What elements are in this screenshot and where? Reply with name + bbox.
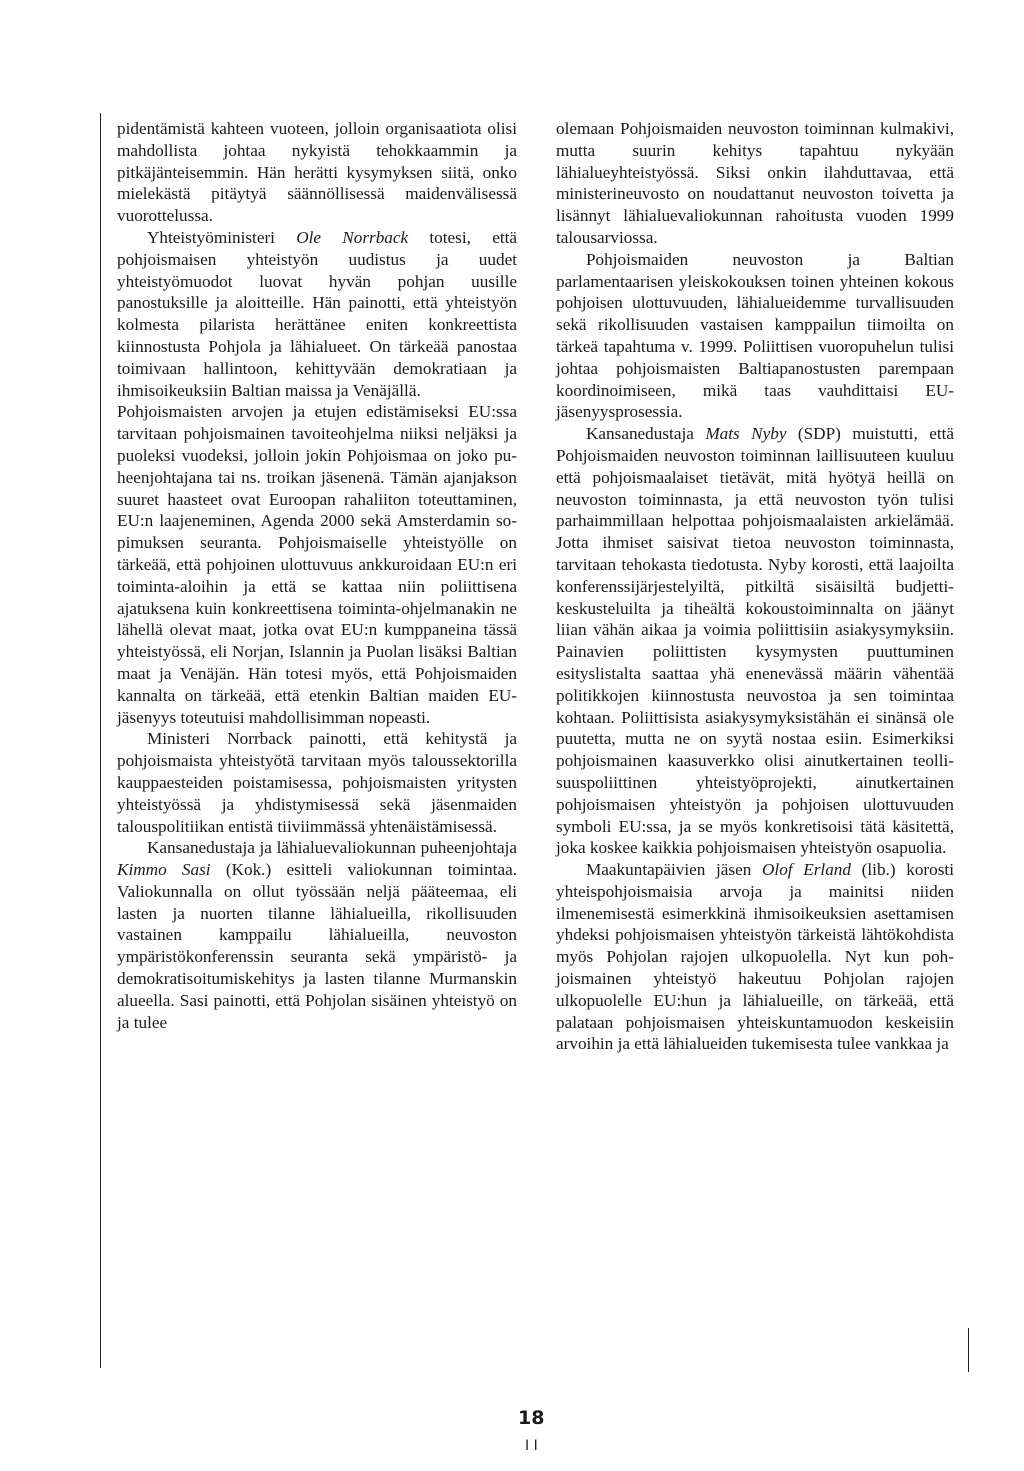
paragraph: [117, 837, 517, 1033]
text-run: Kansanedustaja: [586, 424, 706, 444]
paragraph: [556, 118, 954, 249]
left-text-column: [117, 118, 517, 1033]
right-text-column: [556, 118, 954, 1055]
text-run: (lib.) korosti yhteispohjoismaisia arvoja ja mainitsi niiden ilmenemisestä esimerkkinä ihmisoikeuksien asettamisen yhdeksi pohjoismaisen yhteistyön tärkeistä lähtökohdista myös Pohjolan rajojen ulkopuolella. Nyt kun pohjoismainen yhteistyö hakeutuu Pohjolan rajojen ulkopuolelle EU:hun ja lähialueille, on tärkeää, että palataan pohjoismaisen yhteiskuntamuodon keskeisiin arvoihin ja että lähialueiden tukemisesta tulee vankkaa ja: [556, 860, 954, 1054]
person-name: Ole Norrback: [296, 227, 409, 247]
paragraph: [117, 401, 517, 728]
footer-marker: I I: [525, 1438, 538, 1454]
text-run: Maakuntapäivien jäsen: [586, 860, 762, 880]
person-name: Mats Nyby: [705, 424, 787, 444]
paragraph: [117, 227, 517, 401]
text-run: (SDP) muistutti, että Pohjoismaiden neuvoston toiminnan laillisuuteen kuuluu että pohjoismaalaiset tietävät, mitä hyötyä heillä on neuvoston toiminnasta, ja että neuvoston työn tulisi parhaimmillaan helpottaa pohjoismaalaisten arkielämää. Jotta ihmiset saisivat tietoa neuvoston toiminnasta, tarvitaan tehokasta tiedotusta. Nyby korosti, että laajoilta konferenssijärjestelyiltä, pitkiltä sisäisiltä budjettikeskusteluilta ja tiheältä kokoustoiminnalta on jäänyt liian vähän aikaa ja voimia poliittisiin asiakysymyksiin. Painavien poliittisten kysymysten puuttuminen esityslistalta saattaa yhä enenevässä määrin vähentää politikkojen kiinnostusta neuvostoa ja sen toimintaa kohtaan. Poliittisista asiakysymyksistähän ei sinänsä ole puutetta, mutta ne on syytä nostaa esiin. Esimerkiksi pohjoismainen kaasuverkko olisi ainutkertainen teollisuuspoliittinen yhteistyöprojekti, ainutkertainen pohjoismaisen yhteistyön ja pohjoisen ulottuvuuden symboli EU:ssa, ja se myös konkretisoisi tätä käsitettä, joka koskee kaikkia pohjoismaisen yhteistyön osapuolia.: [556, 424, 954, 858]
paragraph: [556, 249, 954, 423]
paragraph: [117, 118, 517, 227]
text-run: Yhteistyöministeri: [147, 227, 297, 247]
text-run: pidentämistä kahteen vuoteen, jolloin organisaatiota olisi mahdollista johtaa nykyistä tehokkaammin ja pitkäjänteisemmin. Hän herätti kysymyksen siitä, onko mielekästä pitäytyä säännöllisessä maidenvälisessä vuorottelussa.: [117, 119, 517, 226]
page-number: 18: [518, 1407, 545, 1429]
paragraph: [556, 423, 954, 859]
text-run: totesi, että pohjoismaisen yhteistyön uudistus ja uudet yhteistyömuodot luovat hyvän pohjan uusille panostuksille ja aloitteille. Hän painotti, että yhteistyön kolmesta pilarista herättänee eniten konkreettista kiinnostusta Pohjola ja lähialueet. On tärkeää panostaa toimivaan hallintoon, kehittyvään demokratiaan ja ihmisoikeuksiin Baltian maissa ja Venäjällä.: [117, 227, 517, 400]
person-name: Olof Erland: [762, 860, 851, 880]
left-margin-rule: [100, 113, 101, 1368]
person-name: Kimmo Sasi: [117, 860, 211, 880]
text-run: Pohjoismaisten arvojen ja etujen edistämiseksi EU:ssa tarvitaan pohjoismainen tavoiteohjelma niiksi neljäksi ja puoleksi vuodeksi, jolloin jokin Pohjoismaa on joko puheenjohtajana tai ns. troikan jäsenenä. Tämän ajanjakson suuret haasteet ovat Euroopan rahaliiton toteuttaminen, EU:n laajeneminen, Agenda 2000 sekä Amsterdamin sopimuksen seuranta. Pohjoismaiselle yhteistyölle on tärkeää, että pohjoinen ulottuvuus ankkuroidaan EU:n eri toiminta-aloihin ja että se kattaa niin poliittisena ajatuksena kuin konkreettisena toiminta-ohjelmanakin ne lähellä olevat maat, jotka ovat EU:n kumppaneina tässä yhteistyössä, eli Norjan, Islannin ja Puolan lisäksi Baltian maat ja Venäjän. Hän totesi myös, että Pohjoismaiden kannalta on tärkeää, että etenkin Baltian maiden EU-jäsenyys toteutuisi mahdollisimman nopeasti.: [117, 402, 517, 727]
right-margin-rule: [968, 1328, 969, 1372]
text-run: Pohjoismaiden neuvoston ja Baltian parlamentaarisen yleiskokouksen toinen yhteinen kokous pohjoisen ulottuvuuden, lähialueidemme turvallisuuden sekä rikollisuuden vastaisen kamppailun tiimoilta on tärkeä tapahtuma v. 1999. Poliittisen vuoropuhelun tulisi johtaa pohjoismaisten Baltiapanostusten parempaan koordinoimiseen, mikä taas vauhdittaisi EU-jäsenyysprosessia.: [556, 249, 954, 422]
text-run: (Kok.) esitteli valiokunnan toimintaa. Valiokunnalla on ollut työssään neljä pääteemaa, eli lasten ja nuorten tilanne lähialueilla, rikollisuuden vastainen kamppailu lähialueilla, neuvoston ympäristökonferenssin seuranta sekä ympäristö- ja demokratisoitumiskehitys ja lasten tilanne Murmanskin alueella. Sasi painotti, että Pohjolan sisäinen yhteistyö on ja tulee: [117, 860, 517, 1032]
text-run: olemaan Pohjoismaiden neuvoston toiminnan kulmakivi, mutta suurin kehitys tapahtuu nykyään lähialueyhteistyössä. Siksi onkin ilahduttavaa, että ministerineuvosto on noudattanut neuvoston toivetta ja lisännyt lähialuevaliokunnan rahoitusta vuoden 1999 talousarviossa.: [556, 119, 954, 247]
paragraph: [556, 859, 954, 1055]
paragraph: [117, 728, 517, 837]
text-run: Kansanedustaja ja lähialuevaliokunnan puheenjohtaja: [147, 838, 517, 858]
text-run: Ministeri Norrback painotti, että kehitystä ja pohjoismaista yhteistyötä tarvitaan myös taloussektorilla kauppaesteiden poistamisessa, pohjoismaisten yritysten yhteistyössä ja yhdistymisessä sekä jäsenmaiden talouspolitiikan entistä tiiviimmässä yhtenäistämisessä.: [117, 729, 517, 836]
